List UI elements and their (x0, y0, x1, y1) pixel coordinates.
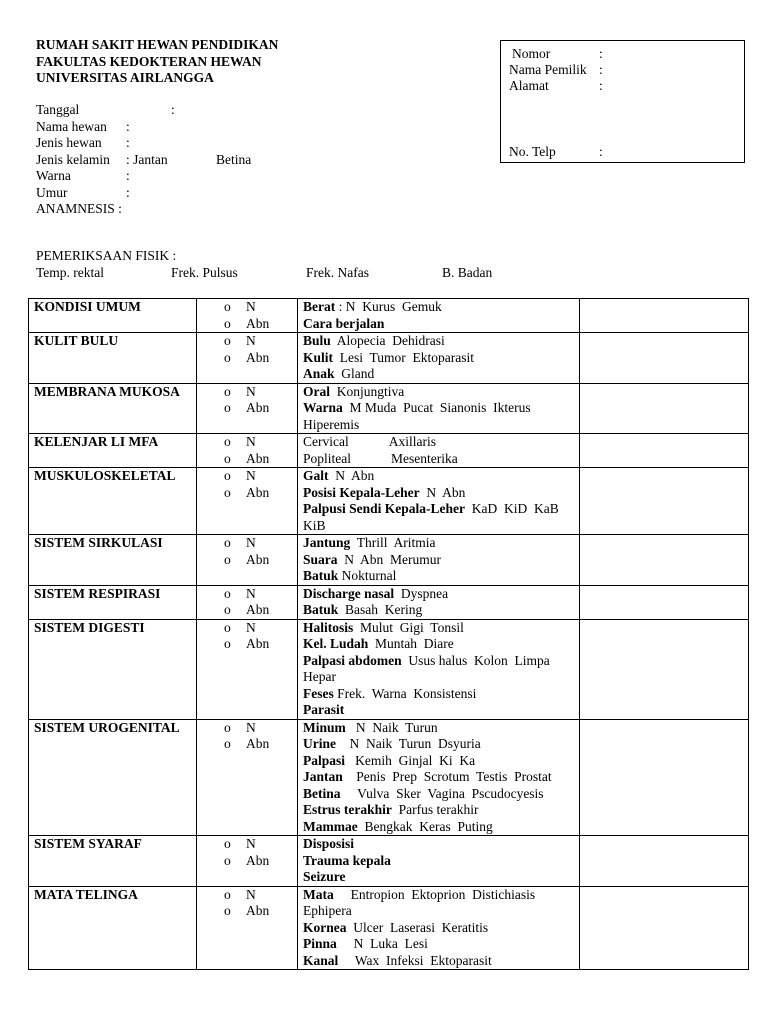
detail-heading: Jantung (303, 535, 351, 550)
exam-details (298, 333, 580, 384)
option-label: Abn (246, 400, 270, 415)
detail-line (303, 920, 579, 937)
betina-option: Betina (216, 151, 252, 167)
option-label: N (246, 886, 256, 902)
detail-text: N Luka Lesi (336, 936, 428, 951)
radio-bullet-icon[interactable]: o (224, 383, 231, 399)
nama-hewan-colon: : (126, 118, 130, 134)
detail-line (303, 384, 579, 401)
detail-text: Muntah Diare (368, 636, 454, 651)
detail-heading: Seizure (303, 869, 346, 884)
radio-bullet-icon[interactable]: o (224, 450, 231, 466)
option-abnormal[interactable] (224, 736, 297, 753)
nama-hewan-label: Nama hewan (36, 118, 107, 134)
detail-line (303, 769, 579, 786)
status-options (197, 886, 298, 970)
detail-text: Frek. Warna Konsistensi (333, 685, 477, 701)
detail-line (303, 400, 579, 417)
detail-text: Basah Kering (338, 602, 423, 617)
option-label: N (246, 585, 256, 601)
exam-row (29, 535, 749, 586)
detail-line (303, 953, 579, 970)
detail-line (303, 501, 579, 518)
nomor-label: Nomor (512, 46, 551, 61)
exam-row (29, 468, 749, 535)
no-telp-label: No. Telp (509, 144, 556, 159)
detail-text: Ephipera (303, 903, 352, 918)
tanggal-colon: : (171, 102, 175, 117)
nama-pemilik-colon: : (599, 62, 603, 77)
detail-heading: Posisi Kepala-Leher (303, 484, 420, 500)
detail-heading: Berat (303, 299, 336, 314)
radio-bullet-icon[interactable]: o (224, 719, 231, 735)
warna-label: Warna (36, 168, 71, 183)
status-options (197, 585, 298, 619)
option-normal[interactable] (224, 586, 297, 603)
notes-cell[interactable] (580, 886, 749, 970)
detail-text: Dyspnea (394, 585, 449, 601)
detail-line (303, 720, 579, 737)
notes-cell[interactable] (580, 719, 749, 836)
detail-line (303, 518, 579, 535)
option-label: Abn (246, 315, 270, 331)
temp-rektal-label: Temp. rektal (36, 265, 105, 280)
exam-row (29, 619, 749, 719)
detail-text: Popliteal (303, 450, 351, 466)
option-abnormal[interactable] (224, 400, 297, 417)
berat-badan-label: B. Badan (442, 265, 493, 280)
detail-line (303, 753, 579, 770)
exam-row (29, 886, 749, 970)
notes-cell[interactable] (580, 585, 749, 619)
detail-text: Usus halus Kolon Limpa (401, 652, 550, 668)
radio-bullet-icon[interactable]: o (224, 551, 231, 567)
system-name: SISTEM RESPIRASI (29, 585, 197, 619)
system-name: SISTEM SIRKULASI (29, 535, 197, 586)
detail-line (303, 451, 579, 468)
exam-row (29, 719, 749, 836)
option-label: Abn (246, 602, 270, 617)
option-abnormal[interactable] (224, 903, 297, 920)
option-label: Abn (246, 484, 270, 500)
detail-text: KaD KiD KaB (465, 501, 559, 516)
exam-details (298, 383, 580, 434)
detail-line (303, 819, 579, 836)
detail-text: Gland (334, 366, 375, 381)
option-label: N (246, 535, 256, 550)
exam-row (29, 434, 749, 468)
detail-heading: Mammae (303, 818, 358, 834)
detail-text: Konjungtiva (330, 383, 405, 399)
detail-heading: Batuk (303, 568, 339, 583)
detail-text: Bengkak Keras Puting (357, 818, 493, 834)
radio-bullet-icon[interactable]: o (224, 852, 231, 868)
alamat-colon: : (599, 78, 603, 93)
detail-heading: Kulit (303, 349, 334, 365)
detail-text: N Abn (328, 468, 375, 483)
umur-label: Umur (36, 184, 68, 200)
jenis-hewan-row (36, 135, 336, 152)
exam-details (298, 434, 580, 468)
detail-text: Wax Infeksi Ektoparasit (338, 952, 492, 968)
detail-heading: Urine (303, 736, 336, 751)
detail-heading: Palpasi (303, 752, 346, 768)
option-normal[interactable] (224, 535, 297, 552)
detail-line (303, 316, 579, 333)
radio-bullet-icon[interactable]: o (224, 619, 231, 635)
option-normal[interactable] (224, 299, 297, 316)
detail-line (303, 702, 579, 719)
detail-line (303, 333, 579, 350)
exam-row (29, 836, 749, 887)
detail-line (303, 869, 579, 886)
detail-text: : N Kurus Gemuk (335, 299, 442, 314)
detail-line (303, 669, 579, 686)
exam-row (29, 383, 749, 434)
exam-details (298, 468, 580, 535)
detail-heading: Pinna (303, 936, 337, 951)
detail-heading: Disposisi (303, 836, 355, 851)
exam-table (28, 298, 749, 970)
option-label: Abn (246, 852, 270, 868)
radio-bullet-icon[interactable]: o (224, 602, 231, 617)
notes-cell[interactable] (580, 333, 749, 384)
detail-heading: Kornea (303, 919, 347, 935)
system-name: MATA TELINGA (29, 886, 197, 970)
option-abnormal[interactable] (224, 602, 297, 619)
detail-line (303, 417, 579, 434)
exam-details (298, 886, 580, 970)
tanggal-label: Tanggal (36, 102, 80, 117)
radio-bullet-icon[interactable]: o (224, 736, 231, 751)
jantan-option: : Jantan (126, 151, 168, 167)
radio-bullet-icon[interactable]: o (224, 535, 231, 550)
warna-colon: : (126, 168, 130, 183)
radio-bullet-icon[interactable]: o (224, 886, 231, 902)
detail-heading: Halitosis (303, 619, 354, 635)
status-options (197, 383, 298, 434)
option-label: Abn (246, 551, 270, 567)
detail-line (303, 602, 579, 619)
radio-bullet-icon[interactable]: o (224, 400, 231, 415)
detail-heading: Warna (303, 400, 343, 415)
notes-cell[interactable] (580, 535, 749, 586)
detail-heading: Feses (303, 685, 334, 701)
radio-bullet-icon[interactable]: o (224, 434, 231, 449)
radio-bullet-icon[interactable]: o (224, 636, 231, 651)
option-normal[interactable] (224, 434, 297, 451)
detail-text: Entropion Ektoprion Distichiasis (333, 886, 536, 902)
header-line-1: RUMAH SAKIT HEWAN PENDIDIKAN (36, 37, 279, 52)
system-name: KULIT BULU (29, 333, 197, 384)
radio-bullet-icon[interactable]: o (224, 903, 231, 918)
detail-text: Thrill Aritmia (350, 535, 436, 550)
notes-cell[interactable] (580, 619, 749, 719)
detail-heading: Galt (303, 468, 329, 483)
anamnesis-row (36, 201, 336, 218)
system-name: MEMBRANA MUKOSA (29, 383, 197, 434)
detail-line (303, 786, 579, 803)
detail-text: Nokturnal (338, 568, 397, 583)
detail-line (303, 903, 579, 920)
detail-line (303, 836, 579, 853)
owner-info-box (500, 40, 745, 163)
detail-text: Hepar (303, 669, 336, 684)
pemeriksaan-fisik-title: PEMERIKSAAN FISIK : (36, 248, 177, 263)
detail-text: Mesenterika (391, 450, 458, 466)
detail-text: Alopecia Dehidrasi (330, 333, 445, 348)
alamat-label: Alamat (509, 78, 549, 93)
detail-text: Ulcer Laserasi Keratitis (346, 919, 489, 935)
detail-line (303, 887, 579, 904)
option-label: Abn (246, 903, 270, 918)
detail-text: N Abn (419, 484, 466, 500)
option-normal[interactable] (224, 887, 297, 904)
detail-heading: Mata (303, 886, 334, 902)
option-label: N (246, 468, 256, 483)
detail-text: M Muda Pucat Sianonis Ikterus (342, 400, 531, 415)
detail-heading: Anak (303, 366, 335, 381)
jenis-kelamin-label: Jenis kelamin (36, 151, 110, 167)
exam-table-body (29, 299, 749, 970)
radio-bullet-icon[interactable]: o (224, 484, 231, 500)
detail-text: N Naik Turun (345, 719, 438, 735)
jenis-kelamin-row (36, 152, 336, 169)
detail-line (303, 535, 579, 552)
hospital-header (36, 37, 278, 87)
detail-heading: Batuk (303, 602, 339, 617)
umur-row (36, 185, 336, 202)
exam-row (29, 585, 749, 619)
jenis-hewan-label: Jenis hewan (36, 135, 102, 150)
notes-cell[interactable] (580, 434, 749, 468)
header-line-2: FAKULTAS KEDOKTERAN HEWAN (36, 53, 262, 69)
detail-line (303, 366, 579, 383)
option-label: N (246, 299, 256, 314)
exam-details (298, 535, 580, 586)
detail-line (303, 653, 579, 670)
detail-line (303, 736, 579, 753)
status-options (197, 619, 298, 719)
notes-cell[interactable] (580, 836, 749, 887)
option-abnormal[interactable] (224, 636, 297, 653)
option-abnormal[interactable] (224, 853, 297, 870)
detail-heading: Palpusi Sendi Kepala-Leher (303, 501, 466, 516)
anamnesis-label: ANAMNESIS : (36, 201, 122, 216)
option-normal[interactable] (224, 720, 297, 737)
detail-text: Mulut Gigi Tonsil (353, 619, 464, 635)
detail-line (303, 568, 579, 585)
detail-heading: Minum (303, 719, 346, 735)
detail-text: Kemih Ginjal Ki Ka (345, 752, 476, 768)
detail-heading: Discharge nasal (303, 585, 395, 601)
radio-bullet-icon[interactable]: o (224, 333, 231, 348)
no-telp-colon: : (599, 144, 603, 159)
radio-bullet-icon[interactable]: o (224, 315, 231, 331)
detail-line (303, 802, 579, 819)
system-name: KONDISI UMUM (29, 299, 197, 333)
tanggal-row (36, 102, 336, 119)
detail-heading: Estrus terakhir (303, 802, 392, 817)
option-label: N (246, 333, 256, 348)
detail-line (303, 299, 579, 316)
detail-heading: Bulu (303, 333, 331, 348)
option-label: Abn (246, 450, 270, 466)
detail-line (303, 853, 579, 870)
detail-heading: Parasit (303, 702, 345, 717)
exam-details (298, 585, 580, 619)
detail-text: Vulva Sker Vagina Pscudocyesis (340, 785, 544, 801)
jenis-hewan-colon: : (126, 135, 130, 150)
frek-pulsus-label: Frek. Pulsus (171, 265, 238, 280)
nama-pemilik-label: Nama Pemilik (509, 62, 587, 77)
system-name: SISTEM UROGENITAL (29, 719, 197, 836)
detail-heading: Cara berjalan (303, 315, 385, 331)
option-abnormal[interactable] (224, 350, 297, 367)
detail-line (303, 468, 579, 485)
detail-heading: Kanal (303, 952, 339, 968)
option-normal[interactable] (224, 333, 297, 350)
option-label: N (246, 719, 256, 735)
system-name: SISTEM DIGESTI (29, 619, 197, 719)
detail-line (303, 636, 579, 653)
radio-bullet-icon[interactable]: o (224, 836, 231, 851)
status-options (197, 299, 298, 333)
detail-line (303, 485, 579, 502)
exam-details (298, 619, 580, 719)
detail-heading: Betina (303, 785, 341, 801)
option-label: N (246, 836, 256, 851)
option-normal[interactable] (224, 384, 297, 401)
option-normal[interactable] (224, 620, 297, 637)
detail-line (303, 936, 579, 953)
option-abnormal[interactable] (224, 316, 297, 333)
header-line-3: UNIVERSITAS AIRLANGGA (36, 70, 214, 85)
notes-cell[interactable] (580, 299, 749, 333)
detail-heading: Trauma kepala (303, 852, 391, 868)
option-abnormal[interactable] (224, 552, 297, 569)
detail-heading: Oral (303, 383, 330, 399)
exam-row (29, 333, 749, 384)
detail-line (303, 620, 579, 637)
option-label: N (246, 434, 256, 449)
nama-hewan-row (36, 119, 336, 136)
detail-line (303, 350, 579, 367)
exam-details (298, 719, 580, 836)
radio-bullet-icon[interactable]: o (224, 585, 231, 601)
option-label: N (246, 383, 256, 399)
detail-text: N Naik Turun Dsyuria (336, 736, 481, 751)
exam-details (298, 836, 580, 887)
status-options (197, 434, 298, 468)
detail-line (303, 552, 579, 569)
option-abnormal[interactable] (224, 485, 297, 502)
frek-nafas-label: Frek. Nafas (306, 265, 369, 280)
detail-heading: Palpasi abdomen (303, 652, 402, 668)
status-options (197, 535, 298, 586)
system-name: SISTEM SYARAF (29, 836, 197, 887)
detail-heading: Kel. Ludah (303, 636, 369, 651)
detail-line (303, 434, 579, 451)
nomor-colon: : (599, 46, 603, 61)
system-name: MUSKULOSKELETAL (29, 468, 197, 535)
detail-text: Cervical (303, 434, 349, 449)
detail-text: Lesi Tumor Ektoparasit (333, 349, 475, 365)
animal-info (36, 102, 336, 218)
detail-line (303, 586, 579, 603)
radio-bullet-icon[interactable]: o (224, 349, 231, 365)
option-label: Abn (246, 349, 270, 365)
option-abnormal[interactable] (224, 451, 297, 468)
radio-bullet-icon[interactable]: o (224, 468, 231, 483)
option-label: Abn (246, 636, 270, 651)
option-normal[interactable] (224, 836, 297, 853)
radio-bullet-icon[interactable]: o (224, 299, 231, 314)
detail-text: Parfus terakhir (391, 802, 479, 817)
status-options (197, 719, 298, 836)
exam-row (29, 299, 749, 333)
option-normal[interactable] (224, 468, 297, 485)
status-options (197, 836, 298, 887)
exam-details (298, 299, 580, 333)
status-options (197, 333, 298, 384)
system-name: KELENJAR LI MFA (29, 434, 197, 468)
detail-text: Hiperemis (303, 416, 360, 432)
detail-text: Axillaris (388, 434, 436, 449)
detail-line (303, 686, 579, 703)
notes-cell[interactable] (580, 468, 749, 535)
detail-text: Penis Prep Scrotum Testis Prostat (342, 769, 552, 784)
umur-colon: : (126, 184, 130, 200)
warna-row (36, 168, 336, 185)
detail-text: KiB (303, 517, 326, 533)
option-label: Abn (246, 736, 270, 751)
detail-heading: Jantan (303, 769, 343, 784)
option-label: N (246, 619, 256, 635)
detail-text: N Abn Merumur (337, 551, 442, 567)
notes-cell[interactable] (580, 383, 749, 434)
vitals-row (36, 265, 556, 282)
detail-heading: Suara (303, 551, 338, 567)
status-options (197, 468, 298, 535)
